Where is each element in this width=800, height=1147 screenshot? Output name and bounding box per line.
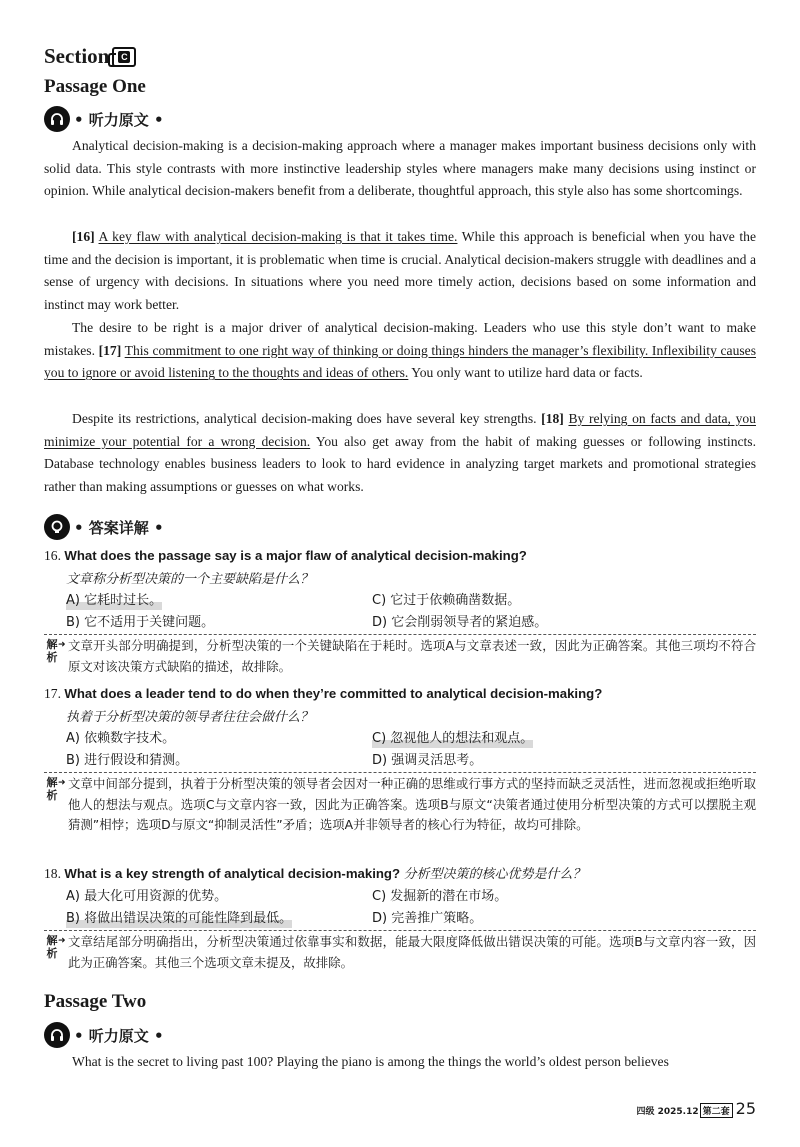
answer-header: • 答案详解 • <box>44 514 164 540</box>
page-number: 25 <box>735 1099 756 1118</box>
divider <box>44 772 756 773</box>
headphones-icon <box>44 106 70 132</box>
underlined-answer-18: By relying on facts and data, you minimize your potential for a wrong decision. <box>44 411 756 449</box>
section-label: Section <box>44 44 110 68</box>
passage-two-paragraph-1: What is the secret to living past 100? Playing the piano is among the things the world’s oldest person believes <box>72 1054 669 1069</box>
q18-option-c: C) 发掘新的潜在市场。 <box>372 889 508 904</box>
q18-option-d: D) 完善推广策略。 <box>372 911 483 926</box>
footer-label: 四级 2025.12 <box>636 1107 699 1117</box>
paragraph-2: [16] A key flaw with analytical decision-making is that it takes time. While this approach is beneficial when you have the time and the decision is important, it is problematic when time is crucial. Analytical decision-makers struggle with deadlines and a sense of urgency with decisions. In situations where you need more timely action, decisions based on some information and instinct may work better. <box>44 229 757 312</box>
q16-option-d: D) 它会削弱领导者的紧迫感。 <box>372 615 548 630</box>
headphones-icon <box>44 1022 70 1048</box>
question-17: 17. What does a leader tend to do when they’re committed to analytical decision-making? <box>44 686 603 701</box>
page-footer <box>636 1099 756 1118</box>
explanation-label: 解析 <box>46 934 58 960</box>
underlined-answer-17: This commitment to one right way of thinking or doing things hinders the manager’s flexibility. Inflexibility causes you to ignore or avoid listening to the thoughts and ideas of others. <box>44 342 756 381</box>
paragraph-4: Despite its restrictions, analytical decision-making does have several key strengths. [18] By relying on facts and data, you minimize your potential for a wrong decision. You also get away from the habit of making guesses or following instincts. Database technology enables business leaders to look to hard evidence in analyzing target markets and promotional strategies rather than making assumptions or guesses on what works. <box>44 411 756 494</box>
divider <box>44 930 756 931</box>
question-16: 16. What does the passage say is a major flaw of analytical decision-making? <box>44 548 527 563</box>
q18-explanation: 文章结尾部分明确指出，分析型决策通过依靠事实和数据，能最大限度降低做出错误决策的可能。选项B与文章内容一致，因此为正确答案。其他三个选项文章未提及，故排除。 <box>68 934 756 970</box>
q17-explanation: 文章中间部分提到，执着于分析型决策的领导者会因对一种正确的思维或行事方式的坚持而缺乏灵活性，进而忽视或拒绝听取他人的想法与观点。选项C与文章内容一致，因此为正确答案。选项B与原文“决策者通过使用分析型决策的方式可以摆脱主观猜测”相悖；选项D与原文“抑制灵活性”矛盾；选项A并非领导者的核心行为特征，故均可排除。 <box>68 776 756 832</box>
paragraph-1: Analytical decision-making is a decision-making approach where a manager makes important business decisions only with solid data. This style contrasts with more instinctive leadership styles where managers make many decisions using instinct or opinion. While analytical decision-makers benefit from a deliberate, thoughtful approach, this style also has some shortcomings. <box>44 138 756 199</box>
divider <box>44 634 756 635</box>
section-title <box>44 44 136 69</box>
question-16-zh: 文章称分析型决策的一个主要缺陷是什么？ <box>66 572 314 587</box>
section-badge-icon: C <box>112 47 136 67</box>
q17-option-a: A) 依赖数字技术。 <box>66 731 176 746</box>
q16-explanation: 文章开头部分明确提到，分析型决策的一个关键缺陷在于耗时。选项A与文章表述一致，因此为正确答案。其他三项均不符合原文对该决策方式缺陷的描述，故排除。 <box>68 638 756 674</box>
q17-option-d: D) 强调灵活思考。 <box>372 753 483 768</box>
explanation-label: 解析 <box>46 638 58 664</box>
q17-option-b: B) 进行假设和猜测。 <box>66 753 189 768</box>
q17-option-c: C) 忽视他人的想法和观点。 <box>372 731 534 746</box>
paragraph-3: The desire to be right is a major driver of analytical decision-making. Leaders who use this style don’t want to make mistakes. [17] This commitment to one right way of thinking or doing things hinders the manager’s flexibility. Inflexibility causes you to ignore or avoid listening to the thoughts and ideas of others. You only want to utilize hard data or facts. <box>44 320 756 381</box>
listening-header-2: • 听力原文 • <box>44 1022 164 1048</box>
passage-two-title: Passage Two <box>44 991 147 1012</box>
listening-header: • 听力原文 • <box>44 106 164 132</box>
q16-option-a: A) 它耗时过长。 <box>66 593 163 608</box>
q16-option-b: B) 它不适用于关键问题。 <box>66 615 215 630</box>
arrow-icon: ➜ <box>58 936 66 946</box>
arrow-icon: ➜ <box>58 640 66 650</box>
q18-option-b: B) 将做出错误决策的可能性降到最低。 <box>66 911 293 926</box>
q18-option-a: A) 最大化可用资源的优势。 <box>66 889 228 904</box>
lightbulb-icon <box>44 514 70 540</box>
underlined-answer-16: A key flaw with analytical decision-making is that it takes time. <box>98 229 458 244</box>
arrow-icon: ➜ <box>58 778 66 788</box>
q16-option-c: C) 它过于依赖确凿数据。 <box>372 593 521 608</box>
question-17-zh: 执着于分析型决策的领导者往往会做什么？ <box>66 710 314 725</box>
passage-one-title: Passage One <box>44 76 146 97</box>
footer-badge: 第二套 <box>700 1103 733 1118</box>
explanation-label: 解析 <box>46 776 58 802</box>
question-18: 18. What is a key strength of analytical decision-making? 分析型决策的核心优势是什么？ <box>44 866 586 882</box>
